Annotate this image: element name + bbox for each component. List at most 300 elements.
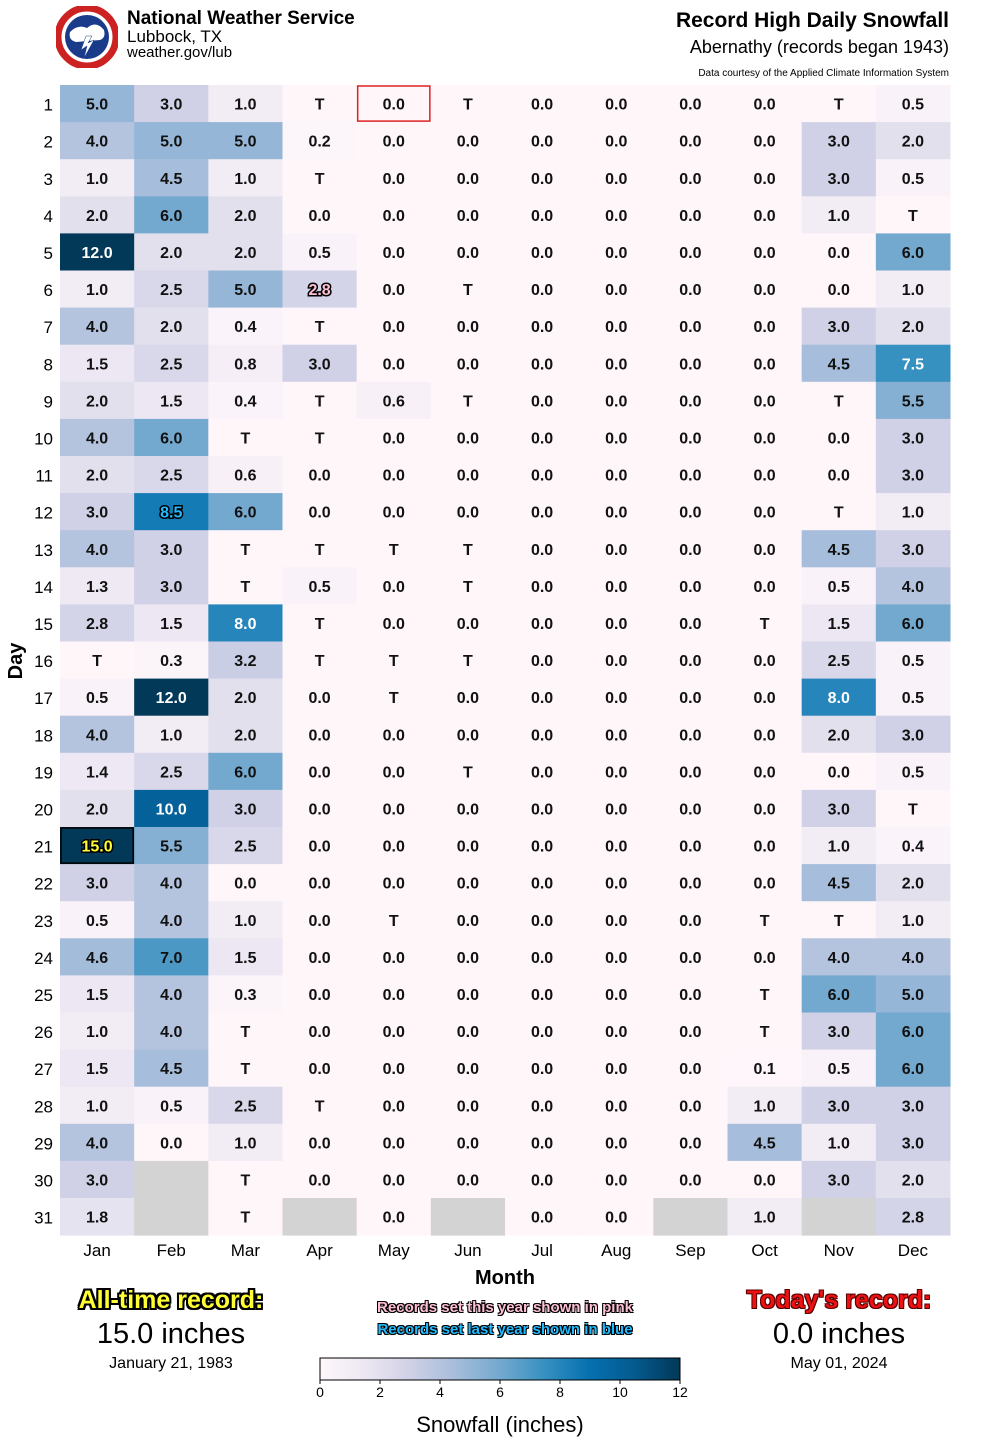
cell-label-oct-4: 0.0 (753, 207, 776, 225)
cell-label-oct-25: T (759, 986, 770, 1004)
cell-label-oct-1: 0.0 (753, 96, 776, 114)
heatmap-cells (60, 85, 951, 1236)
cell-label-dec-18: 3.0 (901, 727, 925, 745)
cell-label-oct-29: 4.5 (753, 1135, 776, 1153)
cell-label-jun-6: T (463, 282, 473, 300)
cell-label-apr-11: 0.0 (308, 467, 331, 485)
cell-label-aug-14: 0.0 (605, 578, 628, 596)
cell-label-mar-23: 1.0 (234, 912, 257, 930)
cell-label-nov-11: 0.0 (827, 467, 850, 485)
cell-label-may-2: 0.0 (382, 133, 405, 151)
cell-label-oct-24: 0.0 (753, 949, 776, 967)
cell-label-jul-5: 0.0 (530, 244, 554, 262)
cell-label-jun-7: 0.0 (456, 319, 480, 337)
office-location: Lubbock, TX (127, 27, 223, 46)
cell-label-jun-23: 0.0 (456, 912, 480, 930)
cell-label-dec-9: 5.5 (901, 393, 925, 411)
cell-label-oct-3: 0.0 (753, 170, 776, 188)
cell-label-feb-1: 3.0 (160, 96, 183, 114)
cell-label-mar-8: 0.8 (234, 356, 257, 374)
cell-label-apr-2: 0.2 (308, 133, 331, 151)
cell-label-jan-20: 2.0 (85, 801, 109, 819)
cell-label-oct-8: 0.0 (753, 356, 776, 374)
cell-label-oct-16: 0.0 (753, 653, 776, 671)
cell-label-mar-5: 2.0 (234, 244, 257, 262)
cell-label-nov-13: 4.5 (827, 541, 850, 559)
cell-label-jan-2: 4.0 (85, 133, 109, 151)
day-tick-label: 26 (34, 1023, 53, 1043)
cell-label-dec-3: 0.5 (901, 170, 925, 188)
cell-label-jul-13: 0.0 (530, 541, 554, 559)
cell-label-dec-7: 2.0 (901, 319, 925, 337)
cell-label-mar-4: 2.0 (234, 207, 257, 225)
cell-label-jul-3: 0.0 (530, 170, 554, 188)
cell-label-sep-24: 0.0 (679, 949, 702, 967)
cell-label-mar-10: T (240, 430, 251, 448)
cell-label-sep-16: 0.0 (679, 653, 702, 671)
cell-label-nov-15: 1.5 (827, 615, 850, 633)
cell-label-sep-27: 0.0 (679, 1061, 702, 1079)
cell-label-may-17: T (388, 690, 399, 708)
cell-label-mar-1: 1.0 (234, 96, 257, 114)
cell-label-oct-17: 0.0 (753, 690, 776, 708)
cell-label-mar-7: 0.4 (234, 319, 257, 337)
cell-label-mar-25: 0.3 (234, 986, 257, 1004)
cell-label-feb-15: 1.5 (160, 615, 183, 633)
cell-label-aug-27: 0.0 (605, 1061, 628, 1079)
cell-label-aug-16: 0.0 (605, 653, 628, 671)
cell-label-sep-4: 0.0 (679, 207, 702, 225)
month-tick-label: Aug (601, 1241, 632, 1260)
cell-label-sep-12: 0.0 (679, 504, 702, 522)
cell-label-jul-9: 0.0 (530, 393, 554, 411)
cell-label-dec-27: 6.0 (901, 1061, 925, 1079)
cell-label-jul-8: 0.0 (530, 356, 554, 374)
cell-label-sep-15: 0.0 (679, 615, 702, 633)
cell-label-jul-10: 0.0 (530, 430, 554, 448)
cell-label-may-12: 0.0 (382, 504, 405, 522)
day-tick-label: 29 (34, 1134, 53, 1154)
cell-label-oct-22: 0.0 (753, 875, 776, 893)
cell-label-nov-25: 6.0 (827, 986, 850, 1004)
day-tick-label: 12 (34, 503, 53, 523)
cell-label-aug-3: 0.0 (605, 170, 628, 188)
cell-label-mar-26: T (240, 1024, 251, 1042)
cell-label-dec-19: 0.5 (901, 764, 925, 782)
cell-label-mar-15: 8.0 (234, 615, 257, 633)
day-tick-label: 23 (34, 911, 53, 931)
cell-label-aug-2: 0.0 (605, 133, 628, 151)
cell-label-apr-28: T (314, 1098, 325, 1116)
cell-label-sep-28: 0.0 (679, 1098, 702, 1116)
cell-label-sep-25: 0.0 (679, 986, 702, 1004)
cell-label-jan-1: 5.0 (85, 96, 109, 114)
cell-label-jan-15: 2.8 (85, 615, 109, 633)
cell-label-aug-17: 0.0 (605, 690, 628, 708)
cell-label-feb-2: 5.0 (160, 133, 183, 151)
cell-label-may-6: 0.0 (382, 282, 405, 300)
cell-label-dec-8: 7.5 (901, 356, 925, 374)
cell-label-dec-22: 2.0 (901, 875, 925, 893)
cell-label-oct-23: T (759, 912, 770, 930)
todays-record-date: May 01, 2024 (790, 1355, 888, 1372)
cell-label-may-20: 0.0 (382, 801, 405, 819)
day-tick-label: 25 (34, 985, 53, 1005)
cell-label-aug-18: 0.0 (605, 727, 628, 745)
cell-label-aug-6: 0.0 (605, 282, 628, 300)
cell-label-sep-1: 0.0 (679, 96, 702, 114)
cell-label-oct-27: 0.1 (753, 1061, 776, 1079)
cell-label-mar-24: 1.5 (234, 949, 257, 967)
colorbar-gradient (320, 1358, 680, 1380)
cell-label-dec-12: 1.0 (901, 504, 925, 522)
note-last-year-blue: Records set last year shown in blue (377, 1321, 633, 1338)
cell-nov-31 (802, 1198, 877, 1236)
cell-label-jun-12: 0.0 (456, 504, 480, 522)
cell-label-aug-25: 0.0 (605, 986, 628, 1004)
cell-label-jan-23: 0.5 (85, 912, 109, 930)
cell-label-jan-29: 4.0 (85, 1135, 109, 1153)
cell-label-aug-15: 0.0 (605, 615, 628, 633)
cell-label-apr-4: 0.0 (308, 207, 331, 225)
cell-label-nov-8: 4.5 (827, 356, 850, 374)
cell-feb-30 (134, 1161, 209, 1199)
cell-label-mar-2: 5.0 (234, 133, 257, 151)
org-name: National Weather Service (127, 8, 355, 29)
cell-label-aug-12: 0.0 (605, 504, 628, 522)
cell-label-feb-18: 1.0 (160, 727, 183, 745)
cell-label-jan-7: 4.0 (85, 319, 109, 337)
cell-label-may-22: 0.0 (382, 875, 405, 893)
cell-label-jul-11: 0.0 (530, 467, 554, 485)
cell-label-sep-18: 0.0 (679, 727, 702, 745)
cell-label-apr-21: 0.0 (308, 838, 331, 856)
cell-label-apr-16: T (314, 653, 325, 671)
cell-label-dec-4: T (908, 207, 918, 225)
cell-label-oct-21: 0.0 (753, 838, 776, 856)
day-tick-label: 17 (34, 689, 53, 709)
cell-label-may-19: 0.0 (382, 764, 405, 782)
cell-label-oct-10: 0.0 (753, 430, 776, 448)
cell-label-apr-10: T (314, 430, 325, 448)
cell-label-nov-14: 0.5 (827, 578, 850, 596)
cell-label-may-3: 0.0 (382, 170, 405, 188)
cell-label-jul-12: 0.0 (530, 504, 554, 522)
cell-label-nov-2: 3.0 (827, 133, 850, 151)
day-tick-label: 5 (43, 243, 53, 263)
cell-label-nov-16: 2.5 (827, 653, 850, 671)
month-tick-label: Jan (83, 1241, 111, 1260)
cell-label-oct-9: 0.0 (753, 393, 776, 411)
cell-label-apr-25: 0.0 (308, 986, 331, 1004)
day-tick-label: 18 (34, 726, 53, 746)
cell-label-oct-7: 0.0 (753, 319, 776, 337)
cell-label-may-7: 0.0 (382, 319, 405, 337)
cell-label-may-1: 0.0 (382, 96, 405, 114)
cell-label-aug-21: 0.0 (605, 838, 628, 856)
cell-jun-31 (431, 1198, 506, 1236)
cell-label-jan-17: 0.5 (85, 690, 109, 708)
cell-label-apr-18: 0.0 (308, 727, 331, 745)
cell-label-jun-5: 0.0 (456, 244, 480, 262)
cell-label-jan-25: 1.5 (85, 986, 109, 1004)
cell-label-nov-3: 3.0 (827, 170, 850, 188)
cell-label-feb-25: 4.0 (160, 986, 183, 1004)
day-tick-label: 10 (34, 429, 53, 449)
todays-record-label: Today's record: (746, 1286, 932, 1314)
cell-label-aug-13: 0.0 (605, 541, 628, 559)
cell-label-sep-14: 0.0 (679, 578, 702, 596)
cell-label-mar-16: 3.2 (234, 653, 257, 671)
cell-apr-31 (283, 1198, 358, 1236)
cell-label-sep-6: 0.0 (679, 282, 702, 300)
cell-label-feb-23: 4.0 (160, 912, 183, 930)
cell-label-dec-26: 6.0 (901, 1024, 925, 1042)
note-this-year-pink: Records set this year shown in pink (377, 1299, 633, 1316)
cell-label-feb-13: 3.0 (160, 541, 183, 559)
cell-label-jul-31: 0.0 (530, 1209, 554, 1227)
cell-label-may-14: 0.0 (382, 578, 405, 596)
cell-label-nov-10: 0.0 (827, 430, 850, 448)
cell-label-mar-13: T (240, 541, 251, 559)
cell-label-apr-30: 0.0 (308, 1172, 331, 1190)
cell-label-feb-19: 2.5 (160, 764, 183, 782)
day-tick-label: 22 (34, 874, 53, 894)
cell-label-dec-11: 3.0 (901, 467, 925, 485)
day-tick-label: 11 (35, 466, 53, 486)
cell-label-oct-18: 0.0 (753, 727, 776, 745)
cell-label-sep-2: 0.0 (679, 133, 702, 151)
cell-label-mar-31: T (240, 1209, 251, 1227)
cell-label-sep-10: 0.0 (679, 430, 702, 448)
cell-label-oct-15: T (759, 615, 770, 633)
cell-label-feb-17: 12.0 (155, 690, 187, 708)
cell-label-may-11: 0.0 (382, 467, 405, 485)
cell-label-aug-28: 0.0 (605, 1098, 628, 1116)
day-tick-label: 14 (34, 577, 53, 597)
cell-label-may-28: 0.0 (382, 1098, 405, 1116)
cell-label-jan-28: 1.0 (85, 1098, 109, 1116)
day-tick-label: 9 (43, 392, 53, 412)
day-tick-label: 15 (34, 614, 53, 634)
cell-label-jan-4: 2.0 (85, 207, 109, 225)
cell-label-apr-29: 0.0 (308, 1135, 331, 1153)
cell-label-oct-31: 1.0 (753, 1209, 776, 1227)
cell-label-jun-2: 0.0 (456, 133, 480, 151)
cell-label-apr-3: T (314, 170, 325, 188)
cell-label-apr-19: 0.0 (308, 764, 331, 782)
cell-label-dec-23: 1.0 (901, 912, 925, 930)
cell-label-feb-14: 3.0 (160, 578, 183, 596)
month-tick-label: Jun (454, 1241, 482, 1260)
cell-label-may-23: T (388, 912, 399, 930)
day-tick-label: 4 (43, 206, 53, 226)
cell-label-nov-12: T (833, 504, 844, 522)
cell-label-mar-30: T (240, 1172, 251, 1190)
cell-label-feb-10: 6.0 (160, 430, 183, 448)
cell-label-sep-7: 0.0 (679, 319, 702, 337)
cell-label-apr-17: 0.0 (308, 690, 331, 708)
cell-label-jan-5: 12.0 (81, 244, 113, 262)
cell-label-jun-30: 0.0 (456, 1172, 480, 1190)
cell-label-feb-28: 0.5 (160, 1098, 183, 1116)
cell-label-jan-31: 1.8 (85, 1209, 109, 1227)
cell-label-mar-29: 1.0 (234, 1135, 257, 1153)
cell-label-jul-17: 0.0 (530, 690, 554, 708)
cell-label-dec-25: 5.0 (901, 986, 925, 1004)
cell-label-jan-8: 1.5 (85, 356, 109, 374)
cell-label-sep-23: 0.0 (679, 912, 702, 930)
month-tick-label: Nov (823, 1241, 854, 1260)
cell-label-sep-21: 0.0 (679, 838, 702, 856)
cell-label-feb-20: 10.0 (155, 801, 187, 819)
cell-label-jan-11: 2.0 (85, 467, 109, 485)
cell-label-jan-22: 3.0 (85, 875, 109, 893)
day-tick-label: 8 (43, 355, 53, 375)
cell-label-dec-20: T (908, 801, 918, 819)
cell-label-sep-20: 0.0 (679, 801, 702, 819)
colorbar-tick-label: 10 (612, 1384, 628, 1400)
month-tick-label: Oct (751, 1241, 778, 1260)
cell-label-apr-14: 0.5 (308, 578, 331, 596)
cell-label-may-13: T (388, 541, 399, 559)
cell-label-jun-28: 0.0 (456, 1098, 480, 1116)
cell-label-oct-20: 0.0 (753, 801, 776, 819)
cell-label-oct-30: 0.0 (753, 1172, 776, 1190)
colorbar-tick-label: 4 (436, 1384, 444, 1400)
cell-label-jun-20: 0.0 (456, 801, 480, 819)
cell-label-dec-1: 0.5 (901, 96, 925, 114)
cell-label-nov-6: 0.0 (827, 282, 850, 300)
cell-label-oct-5: 0.0 (753, 244, 776, 262)
cell-label-jul-24: 0.0 (530, 949, 554, 967)
cell-label-sep-8: 0.0 (679, 356, 702, 374)
day-tick-label: 1 (43, 95, 53, 115)
cell-label-jun-8: 0.0 (456, 356, 480, 374)
colorbar-tick-label: 0 (316, 1384, 324, 1400)
cell-label-apr-9: T (314, 393, 325, 411)
month-tick-label: Sep (675, 1241, 706, 1260)
cell-label-aug-29: 0.0 (605, 1135, 628, 1153)
cell-label-jul-21: 0.0 (530, 838, 554, 856)
month-tick-label: Mar (230, 1241, 261, 1260)
cell-label-feb-24: 7.0 (160, 949, 183, 967)
cell-label-mar-28: 2.5 (234, 1098, 257, 1116)
cell-label-aug-10: 0.0 (605, 430, 628, 448)
cell-label-may-16: T (388, 653, 399, 671)
cell-label-nov-24: 4.0 (827, 949, 850, 967)
day-tick-label: 24 (34, 948, 53, 968)
cell-label-jan-12: 3.0 (85, 504, 109, 522)
day-tick-label: 20 (34, 800, 53, 820)
cell-label-jun-17: 0.0 (456, 690, 480, 708)
cell-label-jan-26: 1.0 (85, 1024, 109, 1042)
cell-label-sep-29: 0.0 (679, 1135, 702, 1153)
cell-label-feb-11: 2.5 (160, 467, 183, 485)
cell-label-apr-8: 3.0 (308, 356, 331, 374)
cell-label-dec-16: 0.5 (901, 653, 925, 671)
cell-label-sep-22: 0.0 (679, 875, 702, 893)
cell-label-sep-30: 0.0 (679, 1172, 702, 1190)
cell-label-mar-27: T (240, 1061, 251, 1079)
cell-label-aug-22: 0.0 (605, 875, 628, 893)
cell-label-feb-16: 0.3 (160, 653, 183, 671)
cell-label-dec-31: 2.8 (901, 1209, 925, 1227)
cell-label-jul-25: 0.0 (530, 986, 554, 1004)
day-tick-label: 31 (34, 1208, 53, 1228)
cell-label-aug-8: 0.0 (605, 356, 628, 374)
cell-label-sep-9: 0.0 (679, 393, 702, 411)
cell-label-jun-16: T (463, 653, 473, 671)
cell-label-jul-29: 0.0 (530, 1135, 554, 1153)
cell-label-may-29: 0.0 (382, 1135, 405, 1153)
cell-label-aug-7: 0.0 (605, 319, 628, 337)
cell-label-mar-12: 6.0 (234, 504, 257, 522)
cell-label-mar-3: 1.0 (234, 170, 257, 188)
cell-label-may-9: 0.6 (382, 393, 405, 411)
cell-label-nov-5: 0.0 (827, 244, 850, 262)
month-tick-label: Jul (531, 1241, 553, 1260)
cell-label-apr-5: 0.5 (308, 244, 331, 262)
cell-label-mar-21: 2.5 (234, 838, 257, 856)
cell-label-apr-7: T (314, 319, 325, 337)
cell-label-may-30: 0.0 (382, 1172, 405, 1190)
cell-label-jul-6: 0.0 (530, 282, 554, 300)
colorbar-label: Snowfall (inches) (416, 1412, 584, 1437)
cell-label-aug-9: 0.0 (605, 393, 628, 411)
cell-label-aug-24: 0.0 (605, 949, 628, 967)
cell-label-sep-19: 0.0 (679, 764, 702, 782)
cell-label-jul-15: 0.0 (530, 615, 554, 633)
y-axis-label: Day (5, 642, 27, 680)
cell-label-jun-24: 0.0 (456, 949, 480, 967)
cell-label-dec-29: 3.0 (901, 1135, 925, 1153)
day-tick-label: 19 (34, 763, 53, 783)
cell-label-jun-25: 0.0 (456, 986, 480, 1004)
office-website[interactable]: weather.gov/lub (127, 44, 233, 61)
day-tick-label: 13 (34, 540, 53, 560)
cell-label-aug-5: 0.0 (605, 244, 628, 262)
cell-label-apr-23: 0.0 (308, 912, 331, 930)
cell-label-dec-28: 3.0 (901, 1098, 925, 1116)
cell-label-jun-22: 0.0 (456, 875, 480, 893)
cell-label-jun-11: 0.0 (456, 467, 480, 485)
cell-label-oct-28: 1.0 (753, 1098, 776, 1116)
cell-label-apr-24: 0.0 (308, 949, 331, 967)
cell-label-feb-8: 2.5 (160, 356, 183, 374)
chart-subtitle: Abernathy (records began 1943) (689, 37, 949, 57)
cell-label-feb-21: 5.5 (160, 838, 183, 856)
cell-label-jan-10: 4.0 (85, 430, 109, 448)
cell-label-feb-27: 4.5 (160, 1061, 183, 1079)
cell-label-jan-14: 1.3 (85, 578, 109, 596)
cell-label-dec-30: 2.0 (901, 1172, 925, 1190)
cell-label-aug-23: 0.0 (605, 912, 628, 930)
cell-label-nov-18: 2.0 (827, 727, 850, 745)
cell-label-may-15: 0.0 (382, 615, 405, 633)
cell-label-aug-4: 0.0 (605, 207, 628, 225)
cell-label-aug-30: 0.0 (605, 1172, 628, 1190)
cell-label-jun-26: 0.0 (456, 1024, 480, 1042)
cell-label-may-24: 0.0 (382, 949, 405, 967)
cell-label-dec-21: 0.4 (901, 838, 925, 856)
cell-label-jun-15: 0.0 (456, 615, 480, 633)
cell-label-oct-13: 0.0 (753, 541, 776, 559)
cell-label-jun-9: T (463, 393, 473, 411)
cell-label-nov-9: T (833, 393, 844, 411)
cell-label-jul-2: 0.0 (530, 133, 554, 151)
cell-label-may-10: 0.0 (382, 430, 405, 448)
